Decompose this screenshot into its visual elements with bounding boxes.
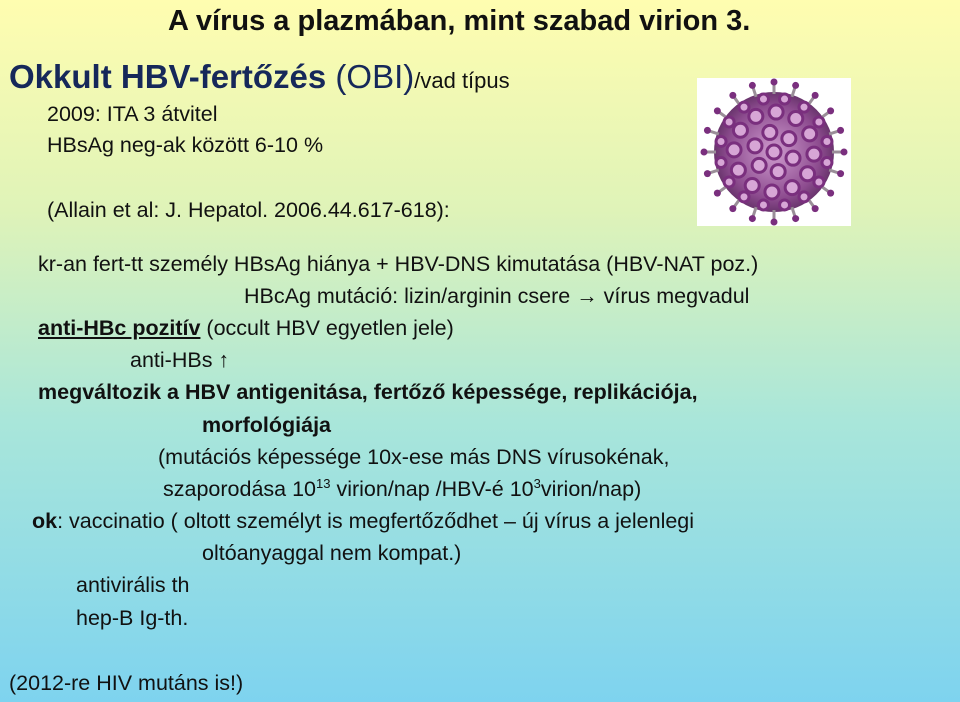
slide-subtitle [9, 60, 510, 93]
virus-capsomere [745, 179, 759, 193]
virus-capsomere [780, 200, 790, 210]
text-line-vaccine: oltóanyaggal nem kompat.) [202, 541, 462, 565]
text-line-hbsag-neg: HBsAg neg-ak között 6-10 % [47, 133, 324, 157]
virus-capsomere [789, 111, 803, 125]
text-line-mutation-rate: (mutációs képessége 10x-ese más DNS vírusokénak, [158, 445, 670, 469]
virus-capsomere [822, 136, 832, 146]
exponent-13: 13 [316, 476, 331, 491]
virus-spike-tip [729, 92, 736, 99]
subtitle-type: /vad típus [414, 68, 510, 93]
virus-capsomere [724, 117, 734, 127]
virus-capsomere [780, 94, 790, 104]
text-line-anti-hbs [130, 350, 229, 372]
virus-spike-tip [827, 190, 834, 197]
virus-spike-tip [837, 170, 844, 177]
virus-capsomere [782, 132, 796, 146]
virus-spike-tip [812, 92, 819, 99]
anti-hbc-label: anti-HBc pozitív [38, 316, 201, 340]
slide-title: A vírus a plazmában, mint szabad virion 3. [168, 5, 751, 37]
virus-capsomere [814, 177, 824, 187]
virus-capsomere [758, 200, 768, 210]
arrow-up-icon: ↑ [218, 348, 230, 372]
virus-capsomere [786, 151, 800, 165]
virus-capsomere [752, 158, 766, 172]
virus-capsomere [733, 123, 747, 137]
cause-text: : vaccinatio ( oltott személyt is megfertőződhet – új vírus a jelenlegi [57, 509, 695, 533]
virus-capsomere [807, 147, 821, 161]
virus-capsomere [716, 136, 726, 146]
exponent-3: 3 [533, 476, 541, 491]
text-line-changes: megváltozik a HBV antigenitása, fertőző képessége, replikációja, [38, 380, 698, 404]
virus-spike-tip [837, 127, 844, 134]
replication-a: szaporodása 10 [163, 477, 316, 501]
virus-capsomere [785, 181, 799, 195]
virus-spike-tip [714, 190, 721, 197]
virus-capsomere [716, 158, 726, 168]
virus-spike-tip [749, 215, 756, 222]
virus-capsomere [763, 125, 777, 139]
text-line-definition: kr-an fert-tt személy HBsAg hiánya + HBV-DNS kimutatása (HBV-NAT poz.) [38, 252, 759, 276]
hbcag-text: HBcAg mutáció: lizin/arginin csere [244, 284, 571, 308]
anti-hbs-text: anti-HBs [130, 348, 219, 372]
virus-spike-tip [812, 205, 819, 212]
virus-capsomere [727, 143, 741, 157]
virus-capsomere [801, 167, 815, 181]
text-line-hepb-ig: hep-B Ig-th. [76, 606, 189, 630]
subtitle-obi: (OBI) [326, 58, 415, 95]
virus-spike-tip [827, 107, 834, 114]
virus-capsomere [769, 105, 783, 119]
virus-spike-tip [704, 127, 711, 134]
text-line-hbcag-mutation [244, 286, 749, 308]
text-line-cause [32, 511, 694, 533]
text-line-replication [163, 476, 642, 501]
virus-capsomere [724, 177, 734, 187]
virus-capsomere [803, 127, 817, 141]
virus-capsomere [771, 165, 785, 179]
text-line-antiviral: antivirális th [76, 573, 190, 597]
virus-capsomere [765, 185, 779, 199]
replication-b: virion/nap /HBV-é 10 [330, 477, 534, 501]
arrow-right-icon: → [576, 284, 598, 308]
virus-spike-tip [771, 219, 778, 226]
virus-wild-text: vírus megvadul [597, 284, 750, 308]
virus-spike-tip [841, 149, 848, 156]
virus-capsomere [731, 163, 745, 177]
anti-hbc-note: (occult HBV egyetlen jele) [200, 316, 454, 340]
virus-particle-image [697, 78, 851, 226]
virus-spike-tip [729, 205, 736, 212]
subtitle-bold: Okkult HBV-fertőzés [9, 58, 327, 95]
virus-spike-tip [701, 149, 708, 156]
text-line-hiv-mutant: (2012-re HIV mutáns is!) [9, 671, 244, 695]
replication-c: virion/nap) [540, 477, 642, 501]
virus-spike-tip [792, 82, 799, 89]
virus-capsomere [758, 94, 768, 104]
text-line-citation: (Allain et al: J. Hepatol. 2006.44.617-618): [47, 198, 450, 222]
virus-capsomere [814, 117, 824, 127]
virus-capsomere [739, 192, 749, 202]
virus-capsomere [799, 102, 809, 112]
virus-capsomere [799, 192, 809, 202]
virus-spike-tip [749, 82, 756, 89]
text-line-ita: 2009: ITA 3 átvitel [47, 102, 218, 126]
virus-spike-tip [704, 170, 711, 177]
virus-spike-tip [771, 79, 778, 86]
virus-capsomere [749, 109, 763, 123]
text-line-anti-hbc [38, 318, 454, 340]
cause-label: ok [32, 509, 58, 533]
virus-capsomere [822, 158, 832, 168]
virus-capsomere [739, 102, 749, 112]
virus-spike-tip [792, 215, 799, 222]
virus-capsomere [748, 139, 762, 153]
virus-capsomere [767, 145, 781, 159]
text-line-morphology: morfológiája [202, 413, 332, 437]
virus-spike-tip [714, 107, 721, 114]
